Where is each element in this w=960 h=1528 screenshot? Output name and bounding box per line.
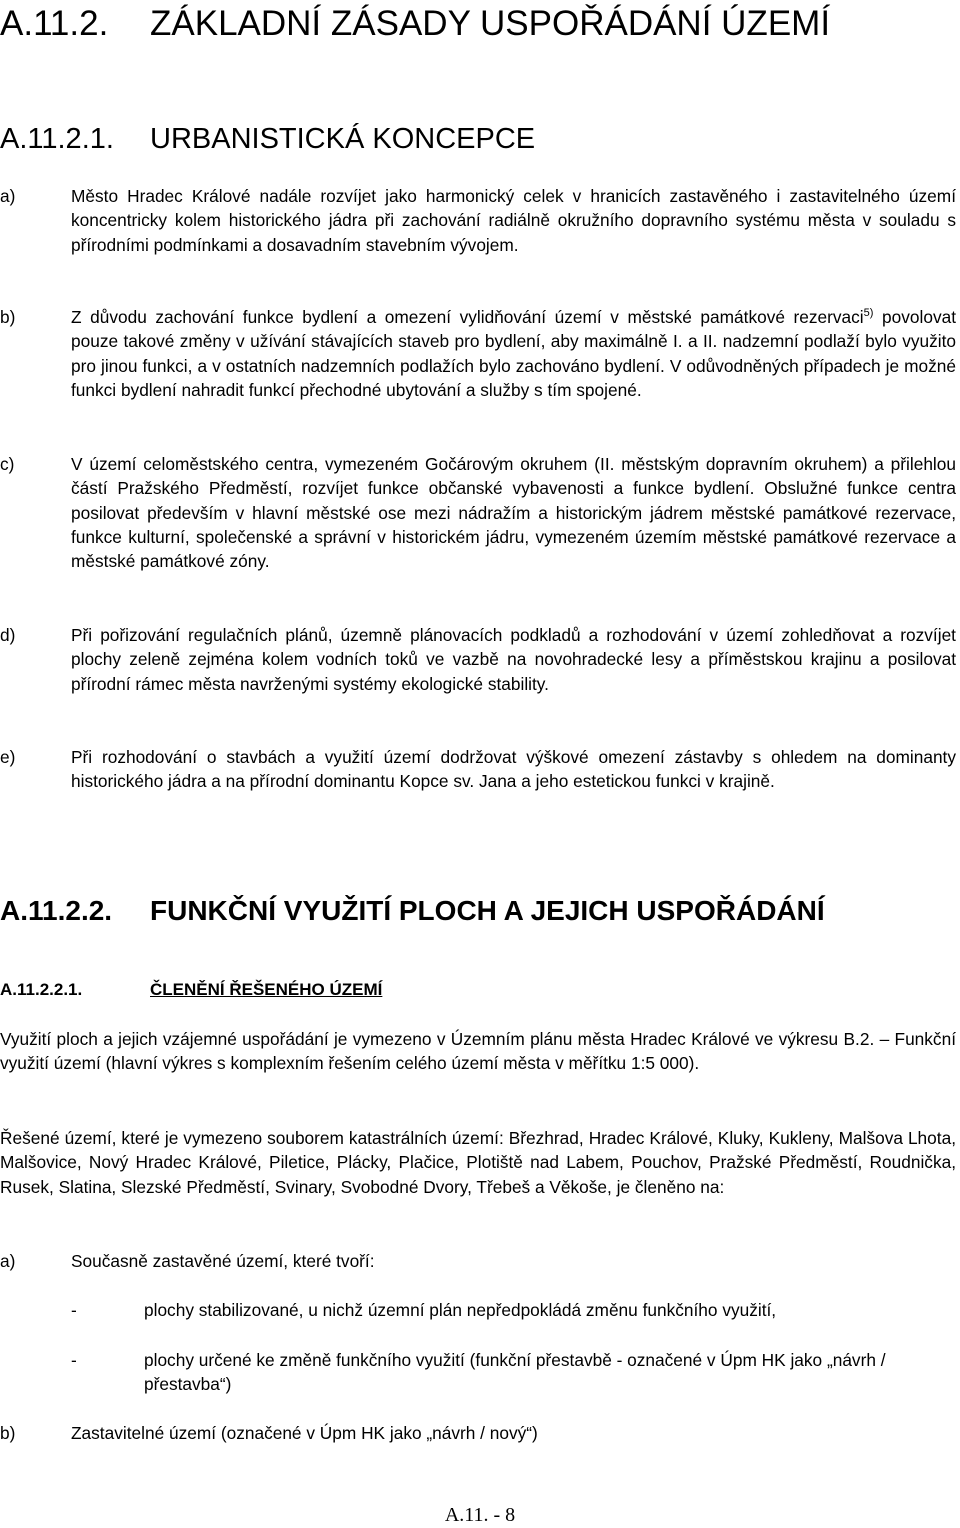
list-marker: b) [0,1423,16,1443]
list-item-text: Při pořizování regulačních plánů, územně plánovacích podkladů a rozhodování v území zohledňovat a rozvíjet plochy zeleně zejména kolem vodních toků ve vazbě na novohradecké lesy a příměstskou krajinu a posilovat přírodní rámec města navrženými systémy ekologické stability. [71,625,956,694]
dash-item-text: plochy stabilizované, u nichž územní plán nepředpokládá změnu funkčního využití, [144,1300,777,1320]
paragraph-territory: Řešené území, které je vymezeno souborem katastrálních území: Březhrad, Hradec Králové, Kluky, Kukleny, Malšova Lhota, Malšovice, Nový Hradec Králové, Piletice, Plácky, Plačice, Plotiště nad Labem, Pouchov, Pražské Předměstí, Roudnička, Rusek, Slatina, Slezské Předměstí, Svinary, Svobodné Dvory, Třebeš a Věkoše, je členěno na: [0,1128,956,1197]
list-item-text: V území celoměstského centra, vymezeném Gočárovým okruhem (II. městským dopravním okruhem) a přilehlou částí Pražského Předměstí, rozvíjet funkce občanské vybavenosti a funkce bydlení. Obslužné funkce centra posilovat především v hlavní městské ose mezi nádražím a historickým jádrem městské památkové rezervace, funkce kulturní, společenské a správní v historickém jádru, vymezeném územím městské památkové rezervace a městské památkové zóny. [71,454,956,572]
subsection-title: ČLENĚNÍ ŘEŠENÉHO ÚZEMÍ [150,980,383,999]
list-item-b [0,305,956,402]
dash-marker: - [71,1350,77,1370]
main-heading-title: ZÁKLADNÍ ZÁSADY USPOŘÁDÁNÍ ÚZEMÍ [150,4,831,43]
list-marker: d) [0,625,16,645]
footnote-ref: 5) [863,307,874,319]
list-marker: a) [0,1251,16,1271]
subsection-number: A.11.2.2.1. [0,980,83,999]
section-title: FUNKČNÍ VYUŽITÍ PLOCH A JEJICH USPOŘÁDÁNÍ [150,895,825,926]
list-item-text: Při rozhodování o stavbách a využití území dodržovat výškové omezení zástavby s ohledem na dominanty historického jádra a na přírodní dominantu Kopce sv. Jana a jeho estetickou funkci v krajině. [71,747,956,792]
list-marker: e) [0,747,16,767]
list-marker: a) [0,186,16,206]
list-item-d [0,623,956,696]
list-item-text: Zastavitelné území (označené v Úpm HK jako „návrh / nový“) [71,1423,538,1443]
list-item-text-part: povolovat pouze takové změny v užívání stávajících staveb pro bydlení, aby maximálně I. a II. nadzemní podlaží bylo využito pro jinou funkci, a v ostatních nadzemních podlažích bylo zachováno bydlení. V odůvodněných případech je možné funkci bydlení nahradit funkcí přechodné ubytování a služby s tím spojené. [71,307,956,400]
section-heading-urban-concept [0,120,535,158]
list-item-b-buildable [0,1421,956,1445]
section-heading-functional-use [0,892,825,930]
list-item-c [0,452,956,573]
main-heading-number: A.11.2. [0,4,109,43]
dash-item-text: plochy určené ke změně funkčního využití (funkční přestavbě - označené v Úpm HK jako „návrh / přestavba“) [144,1350,886,1395]
list-item-e [0,745,956,794]
section-title: URBANISTICKÁ KONCEPCE [150,123,536,155]
list-item-text [71,305,956,402]
dash-item-change [0,1348,960,1397]
dash-marker: - [71,1300,77,1320]
list-item-text: Současně zastavěné území, které tvoří: [71,1251,375,1271]
main-heading [0,2,830,46]
list-item-text: Město Hradec Králové nadále rozvíjet jako harmonický celek v hranicích zastavěného i zastavitelného území koncentricky kolem historického jádra při zachování radiálně okružního dopravního systému města v souladu s přírodními podmínkami a dosavadním stavebním vývojem. [71,186,956,255]
list-item-text-part: Z důvodu zachování funkce bydlení a omezení vylidňování území v městské památkové rezervaci [71,307,864,327]
page-number: A.11. - 8 [444,1504,516,1526]
section-number: A.11.2.1. [0,123,114,155]
list-marker: b) [0,307,16,327]
list-marker: c) [0,454,15,474]
subsection-heading [0,977,382,1003]
dash-item-stabilized [0,1298,960,1322]
list-item-a-current [0,1249,956,1273]
list-item-a [0,184,956,257]
section-number: A.11.2.2. [0,895,113,926]
paragraph-usage: Využití ploch a jejich vzájemné uspořádání je vymezeno v Územním plánu města Hradec Králové ve výkresu B.2. – Funkční využití území (hlavní výkres s komplexním řešením celého území města v měřítku 1:5 000). [0,1029,956,1074]
